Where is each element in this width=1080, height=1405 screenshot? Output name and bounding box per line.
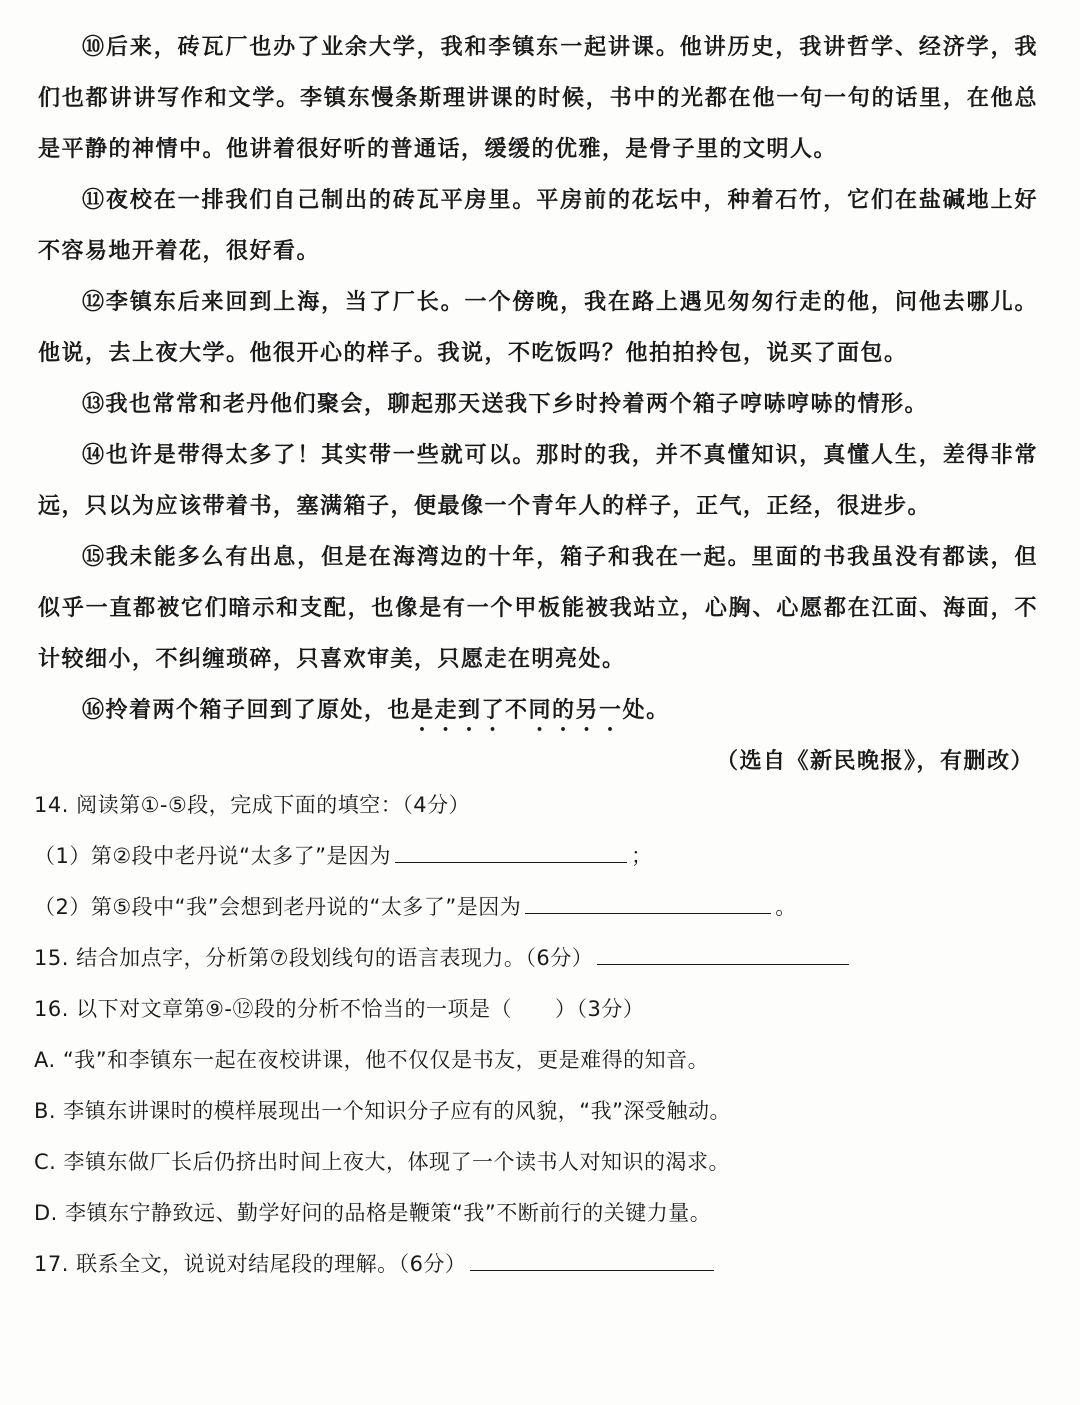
emphasis-dotted-text-1: 是走到了 [411,697,506,723]
question-14-part-2 [34,882,1034,933]
paragraph-13: ⑬我也常常和老丹他们聚会，聊起那天送我下乡时拎着两个箱子哼哧哼哧的情形。 [82,391,929,417]
reading-passage [38,22,1038,787]
answer-blank-17[interactable] [470,1248,714,1271]
question-15 [34,933,1034,984]
question-14-part-1-end: ； [630,844,653,868]
paragraph-10: ⑩后来，砖瓦厂也办了业余大学，我和李镇东一起讲课。他讲历史，我讲哲学、经济学，我们也都讲讲写作和文学。李镇东慢条斯理讲课的时候，书中的光都在他一句一句的话里，在他总是平静的神情中。他讲着很好听的普通话，缓缓的优雅，是骨子里的文明人。 [38,34,1038,162]
question-16: 16. 以下对文章第⑨-⑫段的分析不恰当的一项是（ ）（3分） [34,997,645,1021]
paragraph-16-end: 处。 [622,697,670,723]
paragraph-16-start: ⑯拎着两个箱子回到了原处，也 [82,697,412,723]
question-14-part-2-text: （2）第⑤段中“我”会想到老丹说的“太多了”是因为 [34,895,522,919]
answer-blank-14-1[interactable] [395,840,627,863]
paragraph-11: ⑪夜校在一排我们自己制出的砖瓦平房里。平房前的花坛中，种着石竹，它们在盐碱地上好不容易地开着花，很好看。 [38,187,1038,264]
emphasis-dotted-text-2: 同的另一 [528,697,623,723]
option-a: A. “我”和李镇东一起在夜校讲课，他不仅仅是书友，更是难得的知音。 [34,1048,710,1072]
answer-blank-15[interactable] [597,942,849,965]
question-section [34,780,1034,1290]
question-14-part-1 [34,831,1034,882]
paragraph-16-middle: 不 [505,697,529,723]
question-14-part-2-end: 。 [775,895,797,919]
option-d: D. 李镇东宁静致远、勤学好问的品格是鞭策“我”不断前行的关键力量。 [34,1201,712,1225]
question-14-part-1-text: （1）第②段中老丹说“太多了”是因为 [34,844,391,868]
question-14-title: 14. 阅读第①-⑤段，完成下面的填空：（4分） [34,793,471,817]
paragraph-16 [38,685,1038,736]
answer-blank-14-2[interactable] [525,891,771,914]
paragraph-12: ⑫李镇东后来回到上海，当了厂长。一个傍晚，我在路上遇见匆匆行走的他，问他去哪儿。他说，去上夜大学。他很开心的样子。我说，不吃饭吗？他拍拍拎包，说买了面包。 [38,289,1038,366]
question-15-text: 15. 结合加点字，分析第⑦段划线句的语言表现力。（6分） [34,946,594,970]
option-b: B. 李镇东讲课时的模样展现出一个知识分子应有的风貌，“我”深受触动。 [34,1099,732,1123]
paragraph-15: ⑮我未能多么有出息，但是在海湾边的十年，箱子和我在一起。里面的书我虽没有都读，但似乎一直都被它们暗示和支配，也像是有一个甲板能被我站立，心胸、心愿都在江面、海面，不计较细小，不纠缠琐碎，只喜欢审美，只愿走在明亮处。 [38,544,1038,672]
question-17-text: 17. 联系全文，说说对结尾段的理解。（6分） [34,1252,467,1276]
paragraph-14: ⑭也许是带得太多了！其实带一些就可以。那时的我，并不真懂知识，真懂人生，差得非常远，只以为应该带着书，塞满箱子，便最像一个青年人的样子，正气，正经，很进步。 [38,442,1038,519]
source-citation: （选自《新民晚报》，有删改） [715,748,1034,774]
option-c: C. 李镇东做厂长后仍挤出时间上夜大，体现了一个读书人对知识的渴求。 [34,1150,731,1174]
question-17 [34,1239,1034,1290]
